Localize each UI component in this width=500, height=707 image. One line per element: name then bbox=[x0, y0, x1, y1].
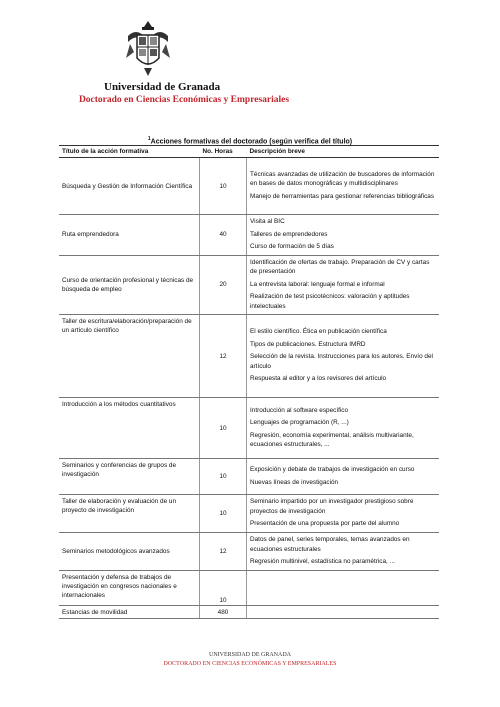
description-cell bbox=[247, 398, 440, 459]
training-actions-table bbox=[59, 145, 439, 619]
table-row bbox=[59, 606, 439, 619]
description-item: Presentación de una propuesta por parte del alumno bbox=[250, 520, 400, 528]
description-item: Exposición y debate de trabajos de investigación en curso bbox=[250, 466, 415, 473]
description-item: La entrevista laboral: lenguaje formal e informal bbox=[250, 280, 385, 288]
hours-cell: 10 bbox=[200, 495, 247, 533]
description-item: Talleres de emprendedores bbox=[250, 230, 328, 238]
description-cell bbox=[247, 459, 440, 495]
university-crest-icon bbox=[122, 18, 174, 78]
description-cell bbox=[247, 255, 440, 315]
table-row bbox=[59, 215, 439, 256]
hours-cell: 10 bbox=[200, 571, 247, 606]
description-cell bbox=[247, 315, 440, 398]
description-item: Selección de la revista. Instrucciones para los autores. Envío del artículo bbox=[250, 353, 433, 370]
action-title-cell: Introducción a los métodos cuantitativos bbox=[59, 398, 200, 459]
table-row bbox=[59, 533, 439, 571]
column-header-hours: No. Horas bbox=[200, 146, 247, 158]
column-header-title: Título de la acción formativa bbox=[59, 146, 200, 158]
description-cell bbox=[247, 158, 440, 215]
table-row bbox=[59, 495, 439, 533]
description-item: Datos de panel, series temporales, temas avanzados en ecuaciones estructurales bbox=[250, 536, 410, 553]
table-row bbox=[59, 315, 439, 398]
description-item: Regresión, economía experimental, análisis multivariante, ecuaciones estructurales, ... bbox=[250, 431, 414, 448]
description-item: Visita al BIC bbox=[250, 218, 285, 225]
hours-cell: 10 bbox=[200, 398, 247, 459]
description-item: Realización de test psicotécnicos: valoración y aptitudes intelectuales bbox=[250, 293, 410, 310]
description-item: El estilo científico. Ética en publicación científica bbox=[250, 328, 387, 336]
action-title-cell: Seminarios y conferencias de grupos de investigación bbox=[59, 459, 200, 495]
action-title-cell: Seminarios metodológicos avanzados bbox=[59, 533, 200, 571]
page-footer bbox=[0, 651, 500, 668]
table-row bbox=[59, 571, 439, 606]
description-item: Tipos de publicaciones. Estructura IMRD bbox=[250, 340, 366, 348]
action-title-cell: Ruta emprendedora bbox=[59, 215, 200, 256]
footer-program: DOCTORADO EN CIENCIAS ECONÓMICAS Y EMPRESARIALES bbox=[163, 660, 337, 667]
action-title-cell: Taller de elaboración y evaluación de un proyecto de investigación bbox=[59, 495, 200, 533]
action-title-cell: Curso de orientación profesional y técnicas de búsqueda de empleo bbox=[59, 255, 200, 315]
description-item: Manejo de herramientas para gestionar referencias bibliográficas bbox=[250, 192, 435, 200]
action-title-cell: Presentación y defensa de trabajos de investigación en congresos nacionales e internacionales bbox=[59, 571, 200, 606]
action-title-cell: Búsqueda y Gestión de Información Científica bbox=[59, 158, 200, 215]
description-cell bbox=[247, 606, 440, 619]
hours-cell: 480 bbox=[200, 606, 247, 619]
hours-cell: 10 bbox=[200, 158, 247, 215]
description-item: Lenguajes de programación (R, ...) bbox=[250, 419, 349, 426]
hours-cell: 12 bbox=[200, 533, 247, 571]
hours-cell: 20 bbox=[200, 255, 247, 315]
description-item: Respuesta al editor y a los revisores del artículo bbox=[250, 375, 387, 383]
table-row bbox=[59, 255, 439, 315]
description-item: Seminario impartido por un investigador prestigioso sobre proyectos de investigación bbox=[250, 498, 414, 515]
description-item: Introducción al software específico bbox=[250, 406, 349, 414]
action-title-cell: Estancias de movilidad bbox=[59, 606, 200, 619]
table-title bbox=[0, 136, 500, 145]
column-header-description: Descripción breve bbox=[247, 146, 440, 158]
table-body bbox=[59, 158, 439, 619]
action-title-cell: Taller de escritura/elaboración/preparación de un artículo científico bbox=[59, 315, 200, 398]
program-name: Doctorado en Ciencias Económicas y Empresariales bbox=[78, 95, 290, 105]
description-cell bbox=[247, 571, 440, 606]
footnote-marker: 1 bbox=[147, 136, 151, 142]
table-header-row bbox=[59, 146, 439, 158]
footer-university: UNIVERSIDAD DE GRANADA bbox=[209, 652, 291, 658]
description-item: Curso de formación de 5 días bbox=[250, 243, 334, 250]
description-cell bbox=[247, 495, 440, 533]
description-cell bbox=[247, 215, 440, 256]
university-name: Universidad de Granada bbox=[104, 81, 221, 93]
table-row bbox=[59, 459, 439, 495]
description-item: Identificación de ofertas de trabajo. Preparación de CV y cartas de presentación bbox=[250, 258, 430, 275]
description-item: Técnicas avanzadas de utilización de buscadores de información en bases de datos monográficas y multidisciplinares bbox=[250, 170, 435, 188]
description-item: Nuevas líneas de investigación bbox=[250, 478, 339, 486]
hours-cell: 10 bbox=[200, 459, 247, 495]
hours-cell: 40 bbox=[200, 215, 247, 256]
table-row bbox=[59, 158, 439, 215]
description-item: Regresión multinivel, estadística no paramétrica, ... bbox=[250, 558, 395, 566]
hours-cell: 12 bbox=[200, 315, 247, 398]
table-row bbox=[59, 398, 439, 459]
description-cell bbox=[247, 533, 440, 571]
table-title-text: Acciones formativas del doctorado (según verifica del título) bbox=[150, 138, 353, 146]
